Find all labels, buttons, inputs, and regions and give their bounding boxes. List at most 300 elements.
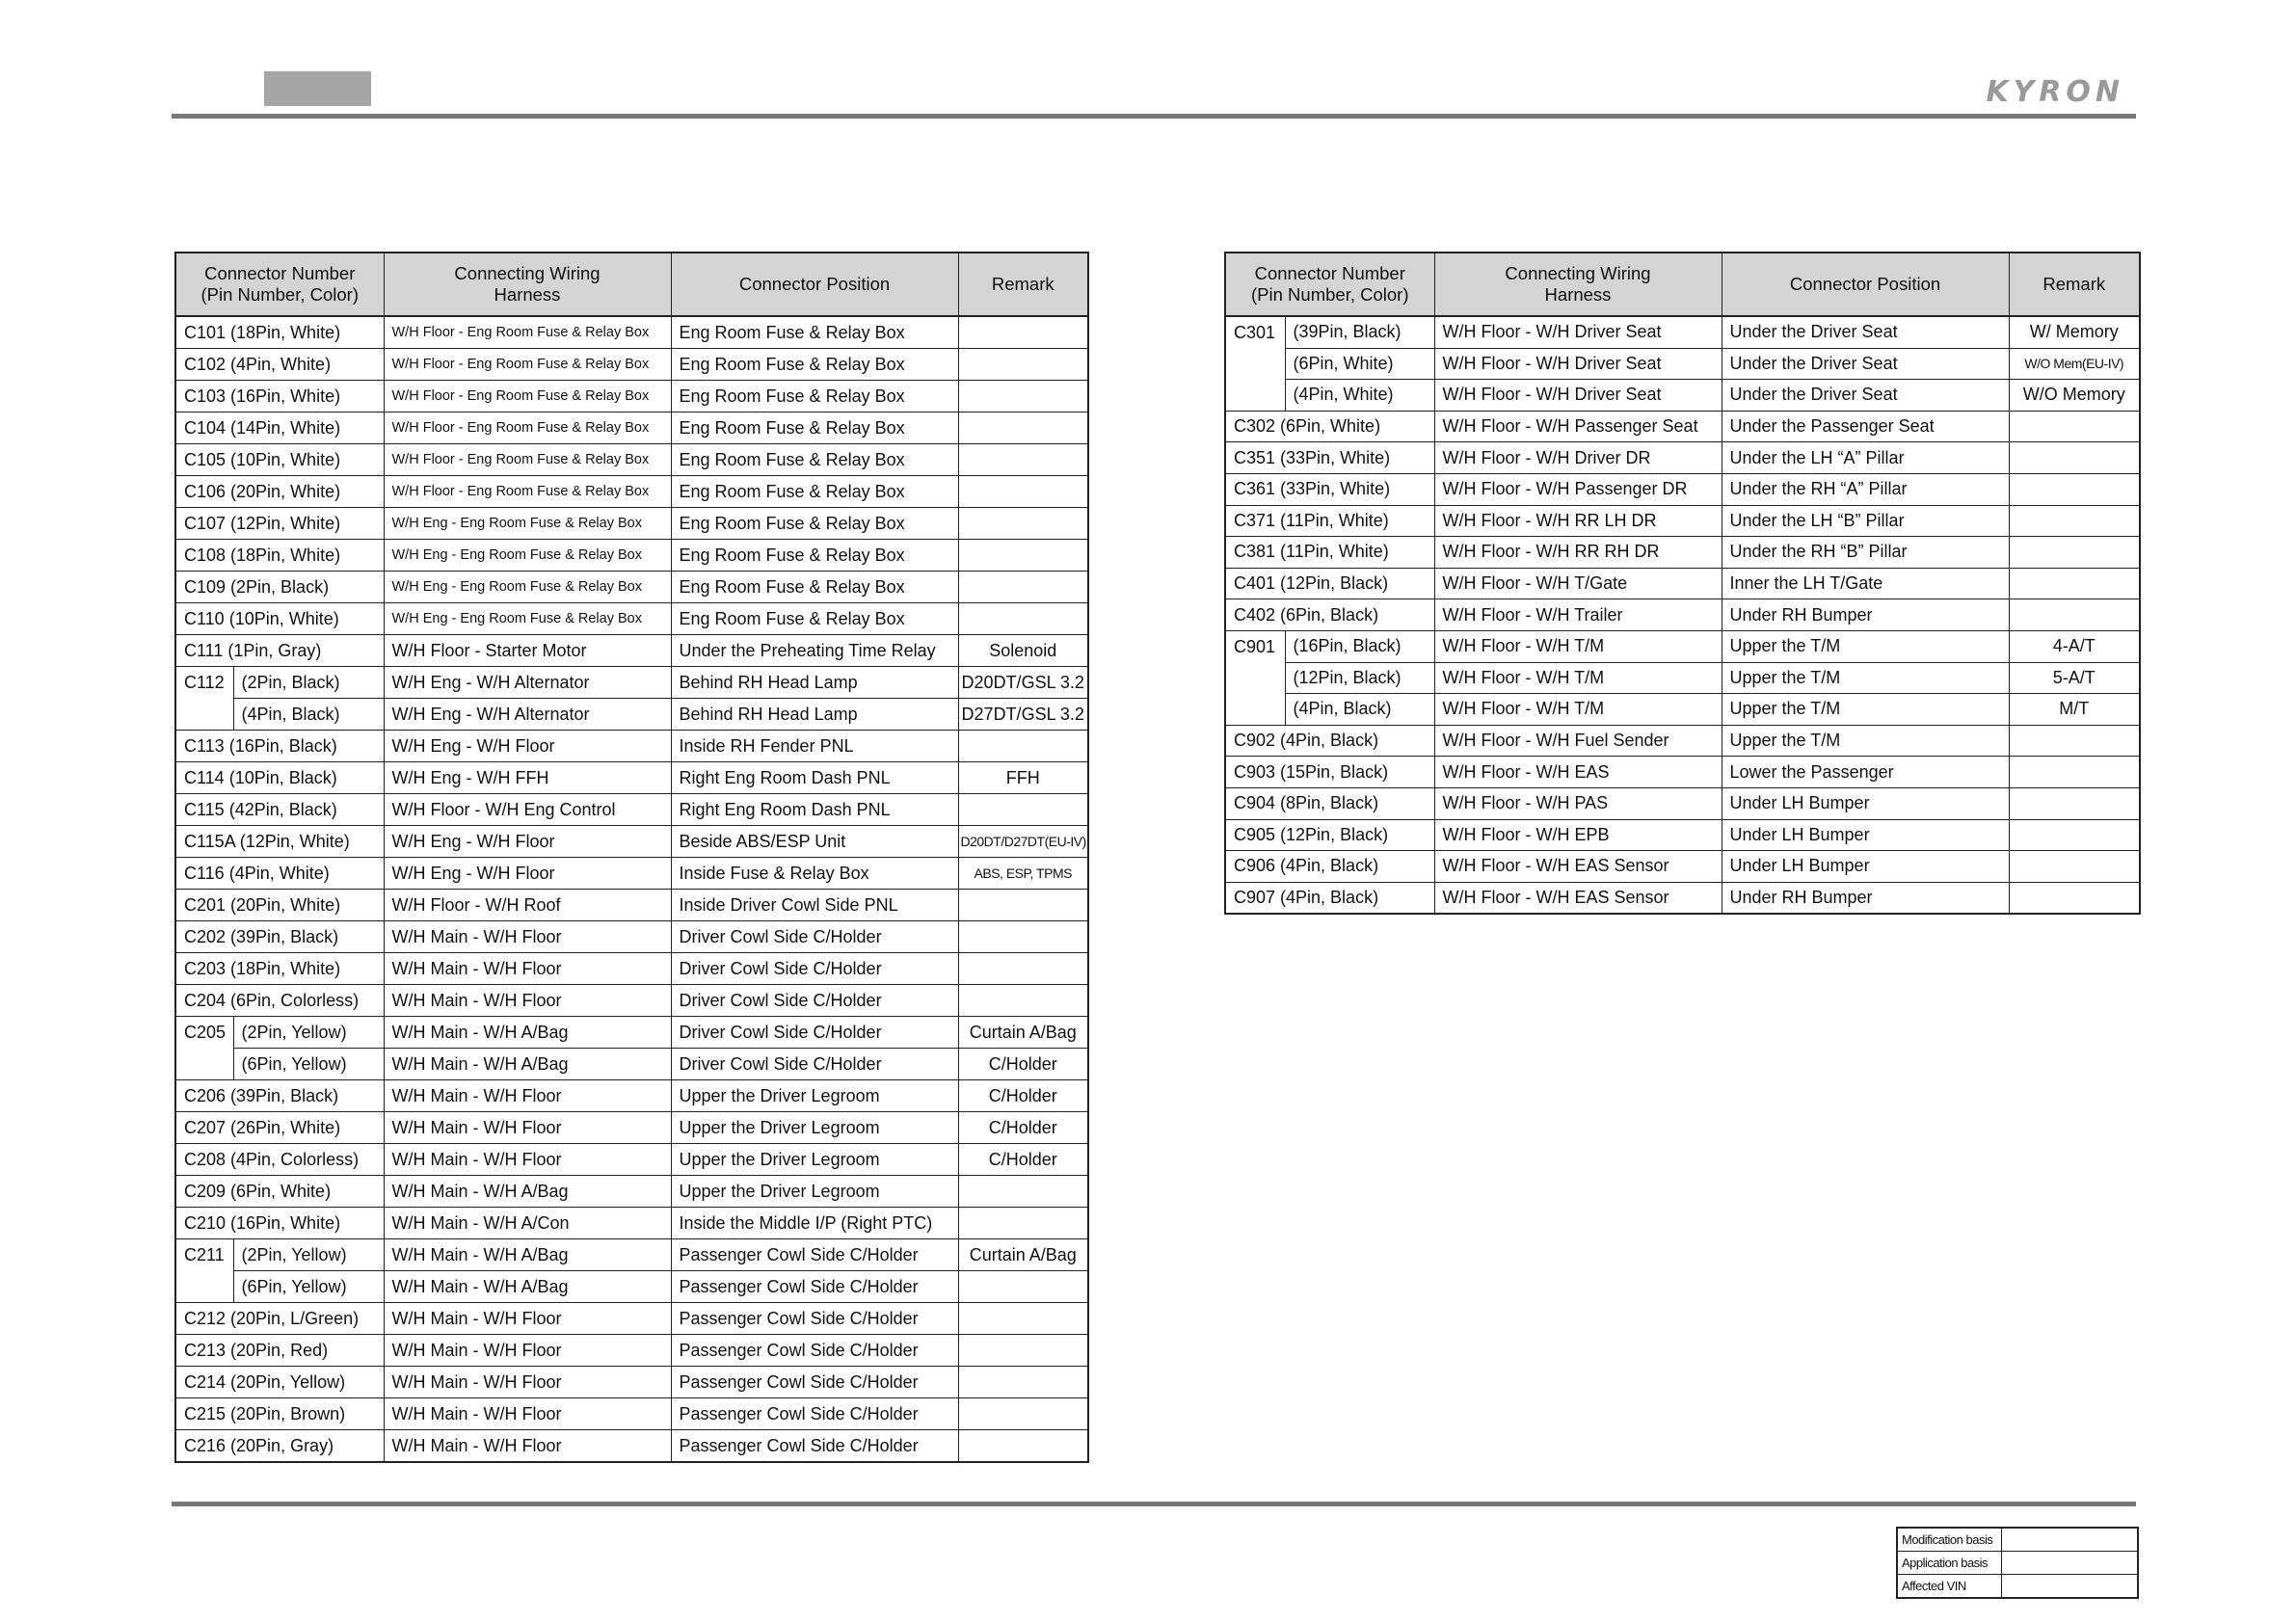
- position-cell: Inside Driver Cowl Side PNL: [671, 890, 958, 921]
- position-cell: Lower the Passenger: [1722, 757, 2009, 788]
- remark-cell: [2009, 411, 2140, 442]
- table-row: [175, 1239, 1088, 1271]
- position-cell: Driver Cowl Side C/Holder: [671, 1049, 958, 1080]
- header-wiring: Connecting Wiring Harness: [384, 253, 671, 316]
- harness-cell: W/H Floor - W/H T/M: [1434, 694, 1722, 726]
- remark-cell: [958, 412, 1088, 444]
- connector-pin-cell: (6Pin, White): [1285, 348, 1434, 380]
- position-cell: Behind RH Head Lamp: [671, 667, 958, 699]
- table-row: [175, 1017, 1088, 1049]
- remark-cell: [2009, 882, 2140, 914]
- modification-table: [1896, 1527, 2139, 1599]
- table-header-row: [1225, 253, 2140, 316]
- remark-cell: [958, 1208, 1088, 1239]
- harness-cell: W/H Main - W/H Floor: [384, 1335, 671, 1367]
- table-row: [175, 476, 1088, 508]
- connector-cell: C107 (12Pin, White): [175, 508, 384, 540]
- remark-cell: [958, 794, 1088, 826]
- connector-pin-cell: (39Pin, Black): [1285, 316, 1434, 348]
- remark-cell: [958, 921, 1088, 953]
- connector-group-cell: C211: [175, 1239, 233, 1303]
- position-cell: Passenger Cowl Side C/Holder: [671, 1303, 958, 1335]
- connector-cell: C110 (10Pin, White): [175, 603, 384, 635]
- header-connector: Connector Number (Pin Number, Color): [175, 253, 384, 316]
- table-row: [175, 921, 1088, 953]
- remark-cell: Curtain A/Bag: [958, 1017, 1088, 1049]
- connector-cell: C116 (4Pin, White): [175, 858, 384, 890]
- harness-cell: W/H Floor - W/H Trailer: [1434, 599, 1722, 631]
- harness-cell: W/H Eng - Eng Room Fuse & Relay Box: [384, 540, 671, 572]
- table-row: [175, 731, 1088, 762]
- position-cell: Passenger Cowl Side C/Holder: [671, 1367, 958, 1398]
- position-cell: Passenger Cowl Side C/Holder: [671, 1239, 958, 1271]
- harness-cell: W/H Floor - W/H T/M: [1434, 630, 1722, 662]
- harness-cell: W/H Main - W/H Floor: [384, 1430, 671, 1463]
- table-row: [175, 699, 1088, 731]
- position-cell: Eng Room Fuse & Relay Box: [671, 476, 958, 508]
- harness-cell: W/H Floor - W/H PAS: [1434, 787, 1722, 819]
- harness-cell: W/H Eng - Eng Room Fuse & Relay Box: [384, 572, 671, 603]
- remark-cell: Solenoid: [958, 635, 1088, 667]
- harness-cell: W/H Main - W/H A/Bag: [384, 1271, 671, 1303]
- remark-cell: 5-A/T: [2009, 662, 2140, 694]
- harness-cell: W/H Floor - W/H Driver Seat: [1434, 316, 1722, 348]
- harness-cell: W/H Main - W/H A/Bag: [384, 1049, 671, 1080]
- remark-cell: [2009, 505, 2140, 537]
- harness-cell: W/H Floor - W/H Driver Seat: [1434, 380, 1722, 412]
- harness-cell: W/H Floor - W/H Driver Seat: [1434, 348, 1722, 380]
- harness-cell: W/H Main - W/H A/Bag: [384, 1176, 671, 1208]
- position-cell: Upper the Driver Legroom: [671, 1080, 958, 1112]
- harness-cell: W/H Eng - W/H Alternator: [384, 699, 671, 731]
- connector-cell: C213 (20Pin, Red): [175, 1335, 384, 1367]
- harness-cell: W/H Floor - Eng Room Fuse & Relay Box: [384, 381, 671, 412]
- table-row: [1225, 725, 2140, 757]
- remark-cell: [2009, 442, 2140, 474]
- table-row: [175, 349, 1088, 381]
- remark-cell: C/Holder: [958, 1144, 1088, 1176]
- header-rule: [172, 114, 2136, 119]
- position-cell: Under the LH “B” Pillar: [1722, 505, 2009, 537]
- remark-cell: [958, 953, 1088, 985]
- harness-cell: W/H Eng - W/H Floor: [384, 858, 671, 890]
- table-row: [175, 508, 1088, 540]
- connector-cell: C113 (16Pin, Black): [175, 731, 384, 762]
- remark-cell: C/Holder: [958, 1112, 1088, 1144]
- table-row: [1225, 411, 2140, 442]
- position-cell: Eng Room Fuse & Relay Box: [671, 540, 958, 572]
- position-cell: Under the Driver Seat: [1722, 316, 2009, 348]
- remark-cell: [958, 603, 1088, 635]
- modification-row: [1897, 1575, 2138, 1599]
- connector-cell: C111 (1Pin, Gray): [175, 635, 384, 667]
- harness-cell: W/H Floor - Eng Room Fuse & Relay Box: [384, 444, 671, 476]
- connector-cell: C906 (4Pin, Black): [1225, 851, 1434, 883]
- table-row: [175, 1367, 1088, 1398]
- harness-cell: W/H Main - W/H Floor: [384, 921, 671, 953]
- harness-cell: W/H Main - W/H A/Bag: [384, 1017, 671, 1049]
- remark-cell: [2009, 725, 2140, 757]
- header-wiring: Connecting Wiring Harness: [1434, 253, 1722, 316]
- harness-cell: W/H Floor - W/H Driver DR: [1434, 442, 1722, 474]
- remark-cell: [958, 1271, 1088, 1303]
- table-row: [175, 540, 1088, 572]
- connector-cell: C209 (6Pin, White): [175, 1176, 384, 1208]
- harness-cell: W/H Floor - Eng Room Fuse & Relay Box: [384, 412, 671, 444]
- remark-cell: [958, 731, 1088, 762]
- remark-cell: [2009, 851, 2140, 883]
- modification-row: [1897, 1552, 2138, 1575]
- remark-cell: [958, 476, 1088, 508]
- table-row: [1225, 316, 2140, 348]
- harness-cell: W/H Floor - W/H RR RH DR: [1434, 537, 1722, 569]
- table-row: [1225, 380, 2140, 412]
- table-row: [175, 1335, 1088, 1367]
- harness-cell: W/H Floor - Starter Motor: [384, 635, 671, 667]
- table-row: [1225, 819, 2140, 851]
- position-cell: Eng Room Fuse & Relay Box: [671, 444, 958, 476]
- remark-cell: C/Holder: [958, 1049, 1088, 1080]
- harness-cell: W/H Eng - W/H Floor: [384, 731, 671, 762]
- position-cell: Under the Passenger Seat: [1722, 411, 2009, 442]
- position-cell: Eng Room Fuse & Relay Box: [671, 572, 958, 603]
- connector-group-cell: C112: [175, 667, 233, 731]
- connector-cell: C401 (12Pin, Black): [1225, 568, 1434, 599]
- position-cell: Upper the T/M: [1722, 662, 2009, 694]
- table-row: [175, 381, 1088, 412]
- remark-cell: [958, 1303, 1088, 1335]
- modification-basis-label: Modification basis: [1897, 1528, 2001, 1552]
- table-row: [1225, 662, 2140, 694]
- connector-cell: C207 (26Pin, White): [175, 1112, 384, 1144]
- harness-cell: W/H Floor - Eng Room Fuse & Relay Box: [384, 316, 671, 349]
- header-gray-block: [264, 71, 371, 106]
- harness-cell: W/H Main - W/H A/Con: [384, 1208, 671, 1239]
- table-row: [175, 667, 1088, 699]
- connector-cell: C361 (33Pin, White): [1225, 473, 1434, 505]
- remark-cell: [958, 349, 1088, 381]
- position-cell: Inside the Middle I/P (Right PTC): [671, 1208, 958, 1239]
- harness-cell: W/H Floor - Eng Room Fuse & Relay Box: [384, 349, 671, 381]
- connector-cell: C102 (4Pin, White): [175, 349, 384, 381]
- table-body-right: [1225, 316, 2140, 914]
- connector-pin-cell: (4Pin, Black): [1285, 694, 1434, 726]
- table-row: [1225, 882, 2140, 914]
- table-row: [175, 1176, 1088, 1208]
- table-row: [175, 858, 1088, 890]
- header-remark: Remark: [2009, 253, 2140, 316]
- harness-cell: W/H Eng - Eng Room Fuse & Relay Box: [384, 603, 671, 635]
- table-row: [175, 762, 1088, 794]
- harness-cell: W/H Floor - Eng Room Fuse & Relay Box: [384, 476, 671, 508]
- remark-cell: W/O Memory: [2009, 380, 2140, 412]
- position-cell: Eng Room Fuse & Relay Box: [671, 508, 958, 540]
- harness-cell: W/H Floor - W/H Roof: [384, 890, 671, 921]
- connector-pin-cell: (4Pin, Black): [233, 699, 384, 731]
- table-row: [175, 1303, 1088, 1335]
- affected-vin-label: Affected VIN: [1897, 1575, 2001, 1599]
- position-cell: Passenger Cowl Side C/Holder: [671, 1335, 958, 1367]
- connector-table-right: [1224, 252, 2141, 915]
- position-cell: Upper the Driver Legroom: [671, 1176, 958, 1208]
- connector-cell: C907 (4Pin, Black): [1225, 882, 1434, 914]
- connector-group-cell: C301: [1225, 316, 1285, 411]
- connector-cell: C114 (10Pin, Black): [175, 762, 384, 794]
- connector-cell: C371 (11Pin, White): [1225, 505, 1434, 537]
- connector-cell: C402 (6Pin, Black): [1225, 599, 1434, 631]
- harness-cell: W/H Floor - W/H T/M: [1434, 662, 1722, 694]
- table-row: [175, 953, 1088, 985]
- position-cell: Eng Room Fuse & Relay Box: [671, 412, 958, 444]
- position-cell: Under RH Bumper: [1722, 599, 2009, 631]
- table-row: [175, 985, 1088, 1017]
- connector-group-cell: C205: [175, 1017, 233, 1080]
- table-row: [175, 444, 1088, 476]
- remark-cell: M/T: [2009, 694, 2140, 726]
- remark-cell: [958, 381, 1088, 412]
- table-row: [175, 635, 1088, 667]
- connector-cell: C905 (12Pin, Black): [1225, 819, 1434, 851]
- harness-cell: W/H Main - W/H Floor: [384, 1112, 671, 1144]
- connector-cell: C109 (2Pin, Black): [175, 572, 384, 603]
- remark-cell: ABS, ESP, TPMS: [958, 858, 1088, 890]
- position-cell: Driver Cowl Side C/Holder: [671, 921, 958, 953]
- position-cell: Driver Cowl Side C/Holder: [671, 985, 958, 1017]
- remark-cell: [958, 1367, 1088, 1398]
- connector-pin-cell: (6Pin, Yellow): [233, 1271, 384, 1303]
- remark-cell: [2009, 568, 2140, 599]
- position-cell: Eng Room Fuse & Relay Box: [671, 603, 958, 635]
- remark-cell: D20DT/D27DT(EU-IV): [958, 826, 1088, 858]
- harness-cell: W/H Floor - W/H EAS: [1434, 757, 1722, 788]
- connector-cell: C115 (42Pin, Black): [175, 794, 384, 826]
- remark-cell: [2009, 537, 2140, 569]
- table-body-left: [175, 316, 1088, 1462]
- position-cell: Driver Cowl Side C/Holder: [671, 1017, 958, 1049]
- remark-cell: [958, 985, 1088, 1017]
- position-cell: Under RH Bumper: [1722, 882, 2009, 914]
- harness-cell: W/H Main - W/H Floor: [384, 1144, 671, 1176]
- position-cell: Passenger Cowl Side C/Holder: [671, 1398, 958, 1430]
- remark-cell: [958, 890, 1088, 921]
- connector-group-cell: C901: [1225, 630, 1285, 725]
- connector-cell: C105 (10Pin, White): [175, 444, 384, 476]
- harness-cell: W/H Main - W/H A/Bag: [384, 1239, 671, 1271]
- position-cell: Upper the Driver Legroom: [671, 1112, 958, 1144]
- harness-cell: W/H Main - W/H Floor: [384, 985, 671, 1017]
- footer-rule: [172, 1502, 2136, 1506]
- position-cell: Upper the T/M: [1722, 725, 2009, 757]
- table-row: [175, 572, 1088, 603]
- table-row: [175, 826, 1088, 858]
- header-remark: Remark: [958, 253, 1088, 316]
- connector-cell: C115A (12Pin, White): [175, 826, 384, 858]
- connector-cell: C210 (16Pin, White): [175, 1208, 384, 1239]
- position-cell: Upper the T/M: [1722, 630, 2009, 662]
- connector-cell: C101 (18Pin, White): [175, 316, 384, 349]
- remark-cell: W/ Memory: [2009, 316, 2140, 348]
- connector-pin-cell: (2Pin, Yellow): [233, 1239, 384, 1271]
- remark-cell: C/Holder: [958, 1080, 1088, 1112]
- table-row: [1225, 442, 2140, 474]
- harness-cell: W/H Floor - W/H Fuel Sender: [1434, 725, 1722, 757]
- brand-logo: KYRON: [1986, 75, 2124, 109]
- position-cell: Right Eng Room Dash PNL: [671, 762, 958, 794]
- table-row: [1225, 630, 2140, 662]
- table-row: [175, 412, 1088, 444]
- modification-row: [1897, 1528, 2138, 1552]
- connector-cell: C104 (14Pin, White): [175, 412, 384, 444]
- position-cell: Inner the LH T/Gate: [1722, 568, 2009, 599]
- table-row: [175, 1144, 1088, 1176]
- connector-cell: C381 (11Pin, White): [1225, 537, 1434, 569]
- position-cell: Upper the T/M: [1722, 694, 2009, 726]
- harness-cell: W/H Main - W/H Floor: [384, 1367, 671, 1398]
- header-connector: Connector Number (Pin Number, Color): [1225, 253, 1434, 316]
- position-cell: Under the RH “B” Pillar: [1722, 537, 2009, 569]
- position-cell: Beside ABS/ESP Unit: [671, 826, 958, 858]
- connector-cell: C903 (15Pin, Black): [1225, 757, 1434, 788]
- remark-cell: [2009, 757, 2140, 788]
- position-cell: Driver Cowl Side C/Holder: [671, 953, 958, 985]
- harness-cell: W/H Main - W/H Floor: [384, 953, 671, 985]
- table-row: [175, 1271, 1088, 1303]
- remark-cell: [958, 444, 1088, 476]
- harness-cell: W/H Floor - W/H T/Gate: [1434, 568, 1722, 599]
- connector-table-left: [174, 252, 1089, 1463]
- table-row: [1225, 694, 2140, 726]
- connector-cell: C904 (8Pin, Black): [1225, 787, 1434, 819]
- application-basis-value: [2001, 1552, 2138, 1575]
- table-row: [175, 1080, 1088, 1112]
- remark-cell: Curtain A/Bag: [958, 1239, 1088, 1271]
- table-row: [175, 1112, 1088, 1144]
- table-row: [1225, 537, 2140, 569]
- remark-cell: [2009, 599, 2140, 631]
- connector-cell: C206 (39Pin, Black): [175, 1080, 384, 1112]
- affected-vin-value: [2001, 1575, 2138, 1599]
- harness-cell: W/H Eng - W/H Alternator: [384, 667, 671, 699]
- remark-cell: [958, 540, 1088, 572]
- remark-cell: W/O Mem(EU-IV): [2009, 348, 2140, 380]
- remark-cell: [2009, 819, 2140, 851]
- harness-cell: W/H Eng - W/H Floor: [384, 826, 671, 858]
- remark-cell: [958, 1176, 1088, 1208]
- table-row: [1225, 473, 2140, 505]
- position-cell: Passenger Cowl Side C/Holder: [671, 1271, 958, 1303]
- table-row: [1225, 599, 2140, 631]
- connector-cell: C902 (4Pin, Black): [1225, 725, 1434, 757]
- table-row: [175, 603, 1088, 635]
- harness-cell: W/H Floor - W/H Passenger Seat: [1434, 411, 1722, 442]
- position-cell: Under the Driver Seat: [1722, 380, 2009, 412]
- position-cell: Under LH Bumper: [1722, 819, 2009, 851]
- harness-cell: W/H Floor - W/H Passenger DR: [1434, 473, 1722, 505]
- table-row: [175, 1430, 1088, 1463]
- harness-cell: W/H Floor - W/H EAS Sensor: [1434, 851, 1722, 883]
- remark-cell: D27DT/GSL 3.2: [958, 699, 1088, 731]
- harness-cell: W/H Eng - Eng Room Fuse & Relay Box: [384, 508, 671, 540]
- position-cell: Right Eng Room Dash PNL: [671, 794, 958, 826]
- connector-cell: C201 (20Pin, White): [175, 890, 384, 921]
- harness-cell: W/H Main - W/H Floor: [384, 1303, 671, 1335]
- connector-cell: C208 (4Pin, Colorless): [175, 1144, 384, 1176]
- remark-cell: [958, 316, 1088, 349]
- application-basis-label: Application basis: [1897, 1552, 2001, 1575]
- header-position: Connector Position: [671, 253, 958, 316]
- remark-cell: FFH: [958, 762, 1088, 794]
- position-cell: Under LH Bumper: [1722, 787, 2009, 819]
- table-row: [175, 794, 1088, 826]
- remark-cell: D20DT/GSL 3.2: [958, 667, 1088, 699]
- remark-cell: [958, 508, 1088, 540]
- harness-cell: W/H Main - W/H Floor: [384, 1080, 671, 1112]
- modification-basis-value: [2001, 1528, 2138, 1552]
- table-row: [1225, 348, 2140, 380]
- position-cell: Passenger Cowl Side C/Holder: [671, 1430, 958, 1463]
- remark-cell: [958, 572, 1088, 603]
- position-cell: Inside RH Fender PNL: [671, 731, 958, 762]
- connector-pin-cell: (2Pin, Yellow): [233, 1017, 384, 1049]
- table-row: [175, 890, 1088, 921]
- connector-cell: C212 (20Pin, L/Green): [175, 1303, 384, 1335]
- connector-cell: C302 (6Pin, White): [1225, 411, 1434, 442]
- connector-cell: C106 (20Pin, White): [175, 476, 384, 508]
- position-cell: Inside Fuse & Relay Box: [671, 858, 958, 890]
- position-cell: Under LH Bumper: [1722, 851, 2009, 883]
- remark-cell: [2009, 787, 2140, 819]
- position-cell: Upper the Driver Legroom: [671, 1144, 958, 1176]
- position-cell: Under the Preheating Time Relay: [671, 635, 958, 667]
- table-row: [175, 1398, 1088, 1430]
- harness-cell: W/H Main - W/H Floor: [384, 1398, 671, 1430]
- connector-pin-cell: (2Pin, Black): [233, 667, 384, 699]
- harness-cell: W/H Eng - W/H FFH: [384, 762, 671, 794]
- table-row: [1225, 505, 2140, 537]
- connector-cell: C204 (6Pin, Colorless): [175, 985, 384, 1017]
- remark-cell: 4-A/T: [2009, 630, 2140, 662]
- connector-cell: C351 (33Pin, White): [1225, 442, 1434, 474]
- connector-cell: C108 (18Pin, White): [175, 540, 384, 572]
- table-row: [1225, 568, 2140, 599]
- remark-cell: [2009, 473, 2140, 505]
- table-header-row: [175, 253, 1088, 316]
- header-position: Connector Position: [1722, 253, 2009, 316]
- connector-cell: C103 (16Pin, White): [175, 381, 384, 412]
- harness-cell: W/H Floor - W/H EPB: [1434, 819, 1722, 851]
- remark-cell: [958, 1430, 1088, 1463]
- connector-cell: C202 (39Pin, Black): [175, 921, 384, 953]
- position-cell: Eng Room Fuse & Relay Box: [671, 316, 958, 349]
- table-row: [1225, 757, 2140, 788]
- position-cell: Under the Driver Seat: [1722, 348, 2009, 380]
- table-row: [175, 316, 1088, 349]
- remark-cell: [958, 1398, 1088, 1430]
- connector-cell: C216 (20Pin, Gray): [175, 1430, 384, 1463]
- connector-pin-cell: (12Pin, Black): [1285, 662, 1434, 694]
- position-cell: Under the RH “A” Pillar: [1722, 473, 2009, 505]
- table-row: [175, 1049, 1088, 1080]
- position-cell: Under the LH “A” Pillar: [1722, 442, 2009, 474]
- connector-cell: C214 (20Pin, Yellow): [175, 1367, 384, 1398]
- connector-pin-cell: (6Pin, Yellow): [233, 1049, 384, 1080]
- connector-cell: C215 (20Pin, Brown): [175, 1398, 384, 1430]
- connector-pin-cell: (16Pin, Black): [1285, 630, 1434, 662]
- position-cell: Eng Room Fuse & Relay Box: [671, 349, 958, 381]
- table-row: [1225, 851, 2140, 883]
- connector-pin-cell: (4Pin, White): [1285, 380, 1434, 412]
- position-cell: Behind RH Head Lamp: [671, 699, 958, 731]
